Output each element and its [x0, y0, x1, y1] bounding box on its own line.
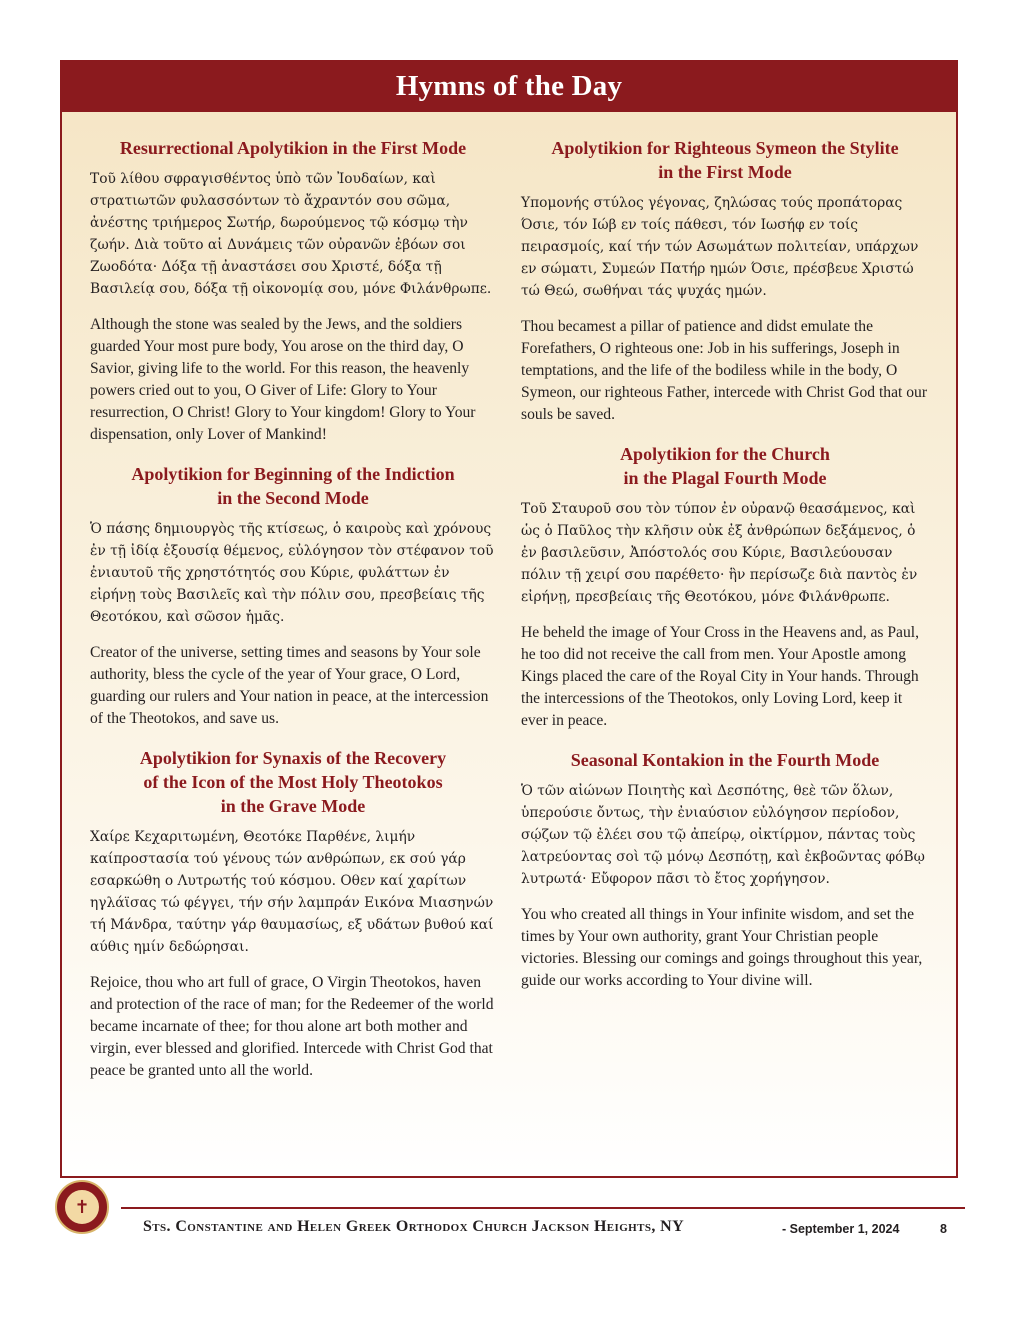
hymn-greek-text: Υπομονής στύλος γέγονας, ζηλώσας τούς προπάτορας Όσιε, τόν Ιώβ εν τοίς πάθεσι, τόν Ιωσήφ εν τοίς πειρασμοίς, καί τήν τών Ασωμάτων πολιτείαν, υπάρχων εν σώματι, Συμεών Πατήρ ημών Όσιε, πρέσβευε Χριστώ τώ Θεώ, σωθήναι τάς ψυχάς ημών. — [521, 195, 919, 299]
page-number: 8 — [940, 1222, 947, 1236]
hymn-heading — [90, 462, 496, 510]
hymn-heading — [521, 136, 929, 184]
hymn-greek-text: Ὁ τῶν αἰώνων Ποιητὴς καὶ Δεσπότης, θεὲ τῶν ὅλων, ὑπερούσιε ὄντως, τὴν ἐνιαύσιον εὐλόγησον περίοδον, σῴζων τῷ ἐλέει σου τῷ ἀπείρῳ, οἰκτίρμον, πάντας τοὺς λατρεύοντας σοὶ τῷ μόνῳ Δεσπότῃ, καὶ ἐκβοῶντας φόΒῳ λυτρωτά· Εὔφορον πᾶσι τὸ ἔτος χορήγησον. — [521, 783, 925, 887]
hymn-heading-line: of the Icon of the Most Holy Theotokos — [143, 772, 443, 792]
hymn-heading-line: Apolytikion for Beginning of the Indiction — [131, 464, 455, 484]
footer-rule — [121, 1207, 965, 1209]
page-title: Hymns of the Day — [62, 62, 956, 112]
hymn-greek-text: Τοῦ λίθου σφραγισθέντος ὑπὸ τῶν Ἰουδαίων, καὶ στρατιωτῶν φυλασσόντων τὸ ἄχραντόν σου σῶμα, ἀνέστης τριήμερος Σωτήρ, δωρούμενος τῷ κόσμῳ τὴν ζωήν. Διὰ τοῦτο αἱ Δυνάμεις τῶν οὐρανῶν ἐβόων σοι Ζωοδότα· Δόξα τῇ ἀναστάσει σου Χριστέ, δόξα τῇ Βασιλείᾳ σου, δόξα τῇ οἰκονομίᾳ σου, μόνε Φιλάνθρωπε. — [90, 171, 492, 297]
hymn-heading-line: Apolytikion for Synaxis of the Recovery — [139, 748, 447, 768]
hymn-english-text: Rejoice, thou who art full of grace, O Virgin Theotokos, haven and protection of the race of man; for the Redeemer of the world became incarnate of thee; for thou alone art both mother and virgin, ever blessed and glorified. Intercede with Christ God that peace be granted unto all the world. — [90, 974, 494, 1079]
hymn-english-text: Thou becamest a pillar of patience and didst emulate the Forefathers, O righteous one: Job in his sufferings, Joseph in temptations, and the life of the bodiless while in the body, O Symeon, our righteous Father, intercede with Christ God that our souls be saved. — [521, 318, 928, 423]
hymn-section — [90, 746, 496, 1082]
hymn-heading — [521, 442, 929, 490]
hymn-heading — [90, 136, 496, 160]
hymn-greek-text: Ὁ πάσης δημιουργὸς τῆς κτίσεως, ὁ καιροὺς καὶ χρόνους ἐν τῇ ἰδίᾳ ἐξουσίᾳ θέμενος, εὐλόγησον τὸν στέφανον τοῦ ἐνιαυτοῦ τῆς χρηστότητός σου Κύριε, φυλάττων ἐν εἰρήνῃ τοὺς Βασιλεῖς καὶ τὴν πόλιν σου, πρεσβείαις τῆς Θεοτόκου, καὶ σῶσον ἡμᾶς. — [90, 521, 494, 625]
hymn-section — [521, 136, 929, 426]
hymn-english-text: Although the stone was sealed by the Jews, and the soldiers guarded Your most pure body, You arose on the third day, O Savior, giving life to the world. For this reason, the heavenly powers cried out to you, O Giver of Life: Glory to Your resurrection, O Christ! Glory to Your kingdom! Glory to Your dispensation, only Lover of Mankind! — [90, 316, 476, 443]
hymn-heading-line: Apolytikion for the Church — [620, 444, 830, 464]
left-column — [90, 136, 496, 1098]
hymn-english-text: Creator of the universe, setting times and seasons by Your sole authority, bless the cycle of the year of Your grace, O Lord, guarding our rulers and Your nation in peace, at the intercession of the Theotokos, and save us. — [90, 644, 489, 727]
hymn-section — [521, 748, 929, 992]
hymns-panel — [60, 60, 958, 1178]
hymn-heading-line: in the Plagal Fourth Mode — [623, 468, 827, 488]
hymn-english-text: He beheld the image of Your Cross in the Heavens and, as Paul, he too did not receive the call from men. Your Apostle among Kings placed the care of the Royal City in Your hands. Through the intercessions of the Theotokos, only Loving Lord, keep it ever in peace. — [521, 624, 919, 729]
hymn-english-text: You who created all things in Your infinite wisdom, and set the times by Your own authority, grant Your Christian people victories. Blessing our comings and goings throughout this year, guide our works according to Your divine will. — [521, 906, 923, 989]
issue-date: - September 1, 2024 — [782, 1222, 900, 1236]
seal-inner — [64, 1189, 100, 1225]
page-footer — [55, 1178, 965, 1278]
hymn-greek-text: Χαίρε Κεχαριτωμένη, Θεοτόκε Παρθένε, λιμήν καίπροστασία τού γένους τών ανθρώπων, εκ σού γάρ εσαρκώθη ο Λυτρωτής τού κόσμου. Οθεν καί χαρίτων ηγλάϊσας τώ φέγγει, τήν σήν λαμπράν Εικόνα Μιασηνών τή Μάνδρα, ταύτην γάρ θαυμασίως, εξ υδάτων βυθού καί αύθις ημίν δεδώρησαι. — [90, 829, 494, 955]
hymn-section — [90, 136, 496, 446]
hymn-greek-text: Τοῦ Σταυροῦ σου τὸν τύπον ἐν οὐρανῷ θεασάμενος, καὶ ὡς ὁ Παῦλος τὴν κλῆσιν οὐκ ἐξ ἀνθρώπων δεξάμενος, ὁ ἐν βασιλεῦσιν, Ἀπόστολός σου Κύριε, Βασιλεύουσαν πόλιν τῇ χειρί σου παρέθετο· ἣν περίσωζε διὰ παντὸς ἐν εἰρήνῃ, πρεσβείαις τῆς Θεοτόκου, μόνε Φιλάνθρωπε. — [521, 501, 918, 605]
hymn-heading-line: Resurrectional Apolytikion in the First Mode — [119, 138, 467, 158]
hymn-heading-line: Seasonal Kontakion in the Fourth Mode — [570, 750, 880, 770]
right-column — [521, 136, 929, 1008]
hymn-heading-line: in the First Mode — [658, 162, 792, 182]
hymn-heading-line: in the Second Mode — [217, 488, 369, 508]
hymn-heading — [90, 746, 496, 818]
hymn-section — [90, 462, 496, 730]
church-seal-icon — [55, 1180, 109, 1234]
hymn-heading — [521, 748, 929, 772]
church-name: Sts. Constantine and Helen Greek Orthodox Church Jackson Heights, NY — [143, 1218, 685, 1235]
hymn-heading-line: in the Grave Mode — [220, 796, 366, 816]
hymn-section — [521, 442, 929, 732]
cross-icon: ✝ — [74, 1197, 90, 1217]
hymn-heading-line: Apolytikion for Righteous Symeon the Stylite — [551, 138, 899, 158]
